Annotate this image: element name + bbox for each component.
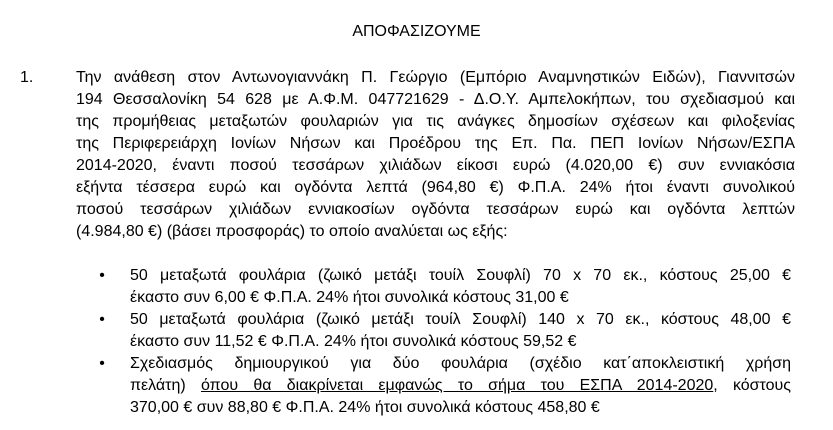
paragraph-line: 194 Θεσσαλονίκη 54 628 με Α.Φ.Μ. 047721629 - Δ.Ο.Υ. Αμπελοκήπων, του σχεδιασμού και [76,91,795,108]
bullet-line: Σχεδιασμός δημιουργικού για δύο φουλάρια (σχέδιο κατ΄αποκλειστική χρήση [130,355,791,372]
bullet-text [130,353,791,419]
bullet-line: 370,00 € συν 88,80 € Φ.Π.Α. 24% ήτοι συνολικά κόστους 458,80 € [130,399,600,416]
item-number: 1. [20,69,34,86]
paragraph-line: 2014-2020, έναντι ποσού τεσσάρων χιλιάδων είκοσι ευρώ (4.020,00 €) συν εννιακόσια [76,157,795,174]
section-heading: ΑΠΟΦΑΣΙΖΟΥΜΕ [352,23,481,40]
paragraph-line: της Περιφερειάρχη Ιονίων Νήσων και Προέδρου της Επ. Πα. ΠΕΠ Ιονίων Νήσων/ΕΣΠΑ [76,135,795,152]
bullet-line: 50 μεταξωτά φουλάρια (ζωικό μετάξι τουίλ Σουφλί) 70 x 70 εκ., κόστους 25,00 € [130,267,791,284]
bullet-icon: • [99,355,105,372]
paragraph-line: εξήντα τέσσερα ευρώ και ογδόντα λεπτά (964,80 €) Φ.Π.Α. 24% ήτοι έναντι συνολικού [76,179,795,196]
bullet-line: έκαστο συν 11,52 € Φ.Π.Α. 24% ήτοι συνολικά κόστους 59,52 € [130,333,577,350]
bullet-icon: • [99,267,105,284]
bullet-item [0,353,833,419]
bullet-text [130,265,791,309]
paragraph-text [76,67,795,243]
bullet-line: έκαστο συν 6,00 € Φ.Π.Α. 24% ήτοι συνολικά κόστους 31,00 € [130,289,569,306]
paragraph-line: Την ανάθεση στον Αντωνογιαννάκη Π. Γεώργιο (Εμπόριο Αναμνηστικών Ειδών), Γιαννιτσών [76,69,795,86]
bullet-list [0,265,833,419]
bullet-line-start: πελάτη) [130,377,201,394]
underlined-phrase: όπου θα διακρίνεται εμφανώς το σήμα του ΕΣΠΑ 2014-2020 [200,377,714,394]
bullet-text [130,309,791,353]
paragraph-line: ποσού τεσσάρων χιλιάδων εννιακοσίων ογδόντα τεσσάρων ευρώ και ογδόντα λεπτών [76,201,795,218]
bullet-item [0,265,833,309]
bullet-line: 50 μεταξωτά φουλάρια (ζωικό μετάξι τουίλ Σουφλί) 140 x 70 εκ., κόστους 48,00 € [130,311,791,328]
bullet-icon: • [99,311,105,328]
bullet-line-end: , κόστους [713,377,792,394]
bullet-item [0,309,833,353]
paragraph-line: της προμήθειας μεταξωτών φουλαριών για τις ανάγκες δημοσίων σχέσεων και φιλοξενίας [76,113,795,130]
paragraph-line: (4.984,80 €) (βάσει προσφοράς) το οποίο αναλύεται ως εξής: [76,223,508,240]
bullet-line [130,375,791,397]
